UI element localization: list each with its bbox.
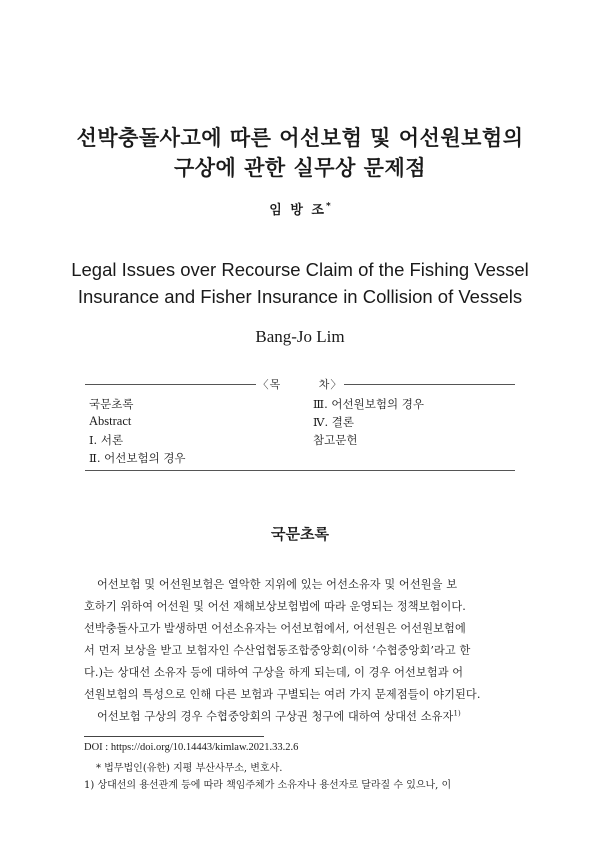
- english-title-line-1: Legal Issues over Recourse Claim of the Fishing Vessel: [71, 259, 529, 280]
- author-footnote-mark: *: [326, 201, 331, 212]
- toc-item-introduction: Ⅰ. 서론: [89, 433, 124, 447]
- abstract-line-6: 선원보험의 특성으로 인해 다른 보험과 구별되는 여러 가지 문제점들이 야기된다.: [84, 688, 481, 701]
- abstract-heading: 국문초록: [271, 525, 329, 543]
- doi-line: DOI : https://doi.org/10.14443/kimlaw.2021.33.2.6: [84, 742, 299, 753]
- korean-author-name: 임 방 조: [269, 203, 326, 218]
- abstract-line-1: 어선보험 및 어선원보험은 열악한 지위에 있는 어선소유자 및 어선원을 보: [97, 578, 458, 591]
- korean-title-line-2: 구상에 관한 실무상 문제점: [173, 156, 427, 180]
- abstract-line-7: [97, 708, 515, 724]
- toc-item-abstract: Abstract: [89, 414, 132, 428]
- abstract-line-7-text: 어선보험 구상의 경우 수협중앙회의 구상권 청구에 대하여 상대선 소유자: [97, 710, 454, 723]
- korean-title-line-1: 선박충돌사고에 따른 어선보험 및 어선원보험의: [76, 126, 524, 150]
- abstract-line-5: 다.)는 상대선 소유자 등에 대하여 구상을 하게 되는데, 이 경우 어선보험과 어: [84, 666, 464, 679]
- korean-author: [0, 199, 600, 218]
- toc-bottom-rule: [85, 470, 515, 471]
- footnote-ref-1: 1): [453, 709, 461, 718]
- toc-item-references: 참고문헌: [313, 433, 358, 447]
- toc-item-korean-abstract: 국문초록: [89, 397, 134, 411]
- abstract-line-3: 선박충돌사고가 발생하면 어선소유자는 어선보험에서, 어선원은 어선원보험에: [84, 622, 466, 635]
- toc-item-fishing-vessel-insurance: Ⅱ. 어선보험의 경우: [89, 451, 186, 465]
- author-affiliation-footnote: * 법무법인(유한) 지평 부산사무소, 변호사.: [96, 763, 283, 774]
- english-title-line-2: Insurance and Fisher Insurance in Collision of Vessels: [77, 286, 523, 307]
- abstract-line-4: 서 먼저 보상을 받고 보험자인 수산업협동조합중앙회(이하 ‘수협중앙회’라고 한: [84, 644, 471, 657]
- footnote-1: 1) 상대선의 용선관계 등에 따라 책임주체가 소유자나 용선자로 달라질 수 있으나, 이: [84, 780, 452, 791]
- toc-heading: 〈목 차〉: [257, 378, 343, 391]
- abstract-line-2: 호하기 위하여 어선원 및 어선 재해보상보험법에 따라 운영되는 정책보험이다.: [84, 600, 466, 613]
- toc-item-conclusion: Ⅳ. 결론: [313, 415, 355, 429]
- english-author: Bang-Jo Lim: [255, 327, 345, 346]
- toc-item-fisher-insurance: Ⅲ. 어선원보험의 경우: [313, 397, 424, 411]
- footnote-rule: [84, 736, 264, 737]
